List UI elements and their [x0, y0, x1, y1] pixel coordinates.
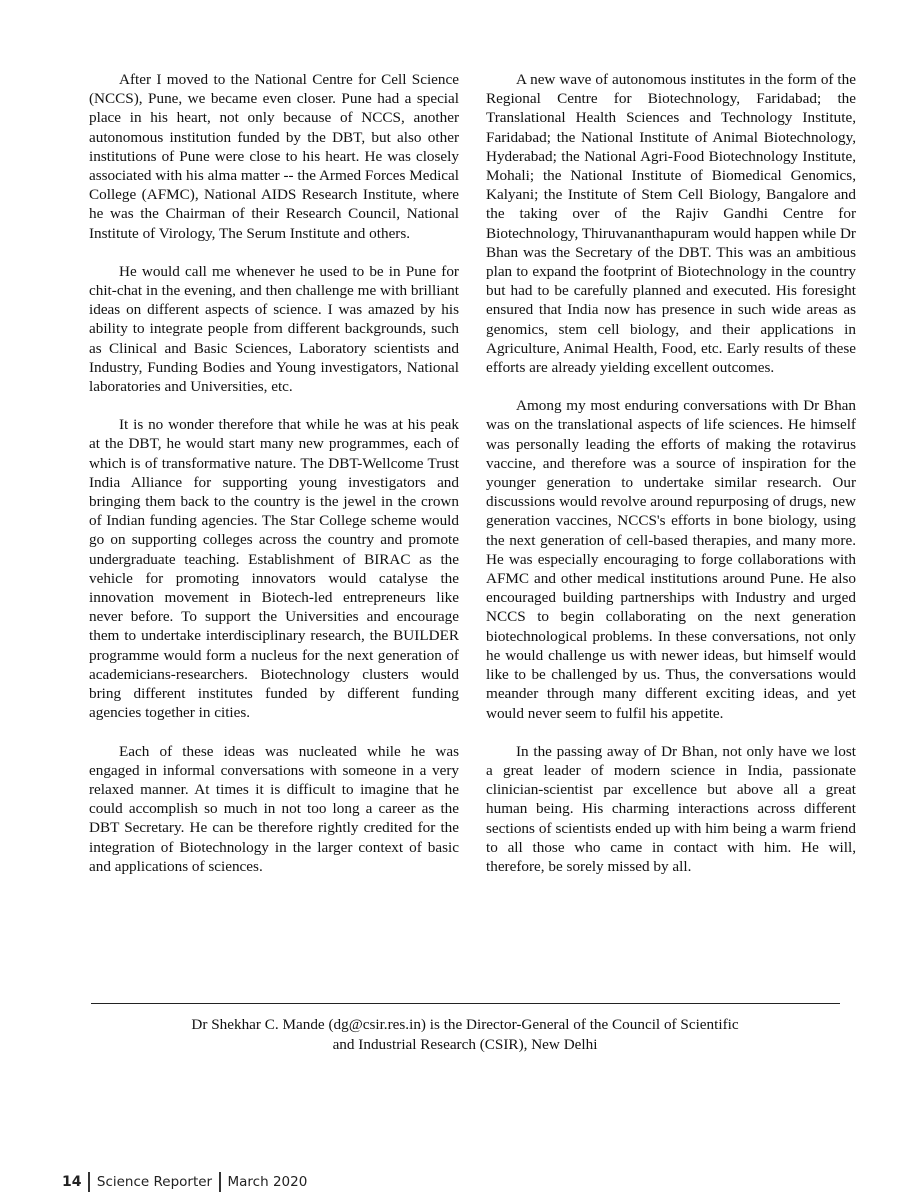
author-note	[100, 1015, 830, 1055]
paragraph: In the passing away of Dr Bhan, not only have we lost a great leader of modern science in India, passionate clinician-scientist par excellence but above all a great human being. His charming interactions across different sections of scientists ended up with him being a warm friend to all those who came in contact with him. He will, therefore, be sorely missed by all.	[486, 742, 856, 875]
paragraph: He would call me whenever he used to be in Pune for chit-chat in the evening, and then challenge me with brilliant ideas on different aspects of science. I was amazed by his ability to integrate people from different backgrounds, such as Clinical and Basic Sciences, Laboratory scientists and Industry, Funding Bodies and Young investigators, National laboratories and Universities, etc.	[89, 262, 459, 396]
page-footer	[62, 1170, 307, 1194]
author-note-line: Dr Shekhar C. Mande (dg@csir.res.in) is the Director-General of the Council of Scientific	[191, 1016, 739, 1033]
paragraph: It is no wonder therefore that while he was at his peak at the DBT, he would start many new programmes, each of which is of transformative nature. The DBT-Wellcome Trust India Alliance for supporting young investigators and bringing them back to the country is the jewel in the crown of Indian funding agencies. The Star College scheme would go on supporting colleges across the country and promote undergraduate teaching. Establishment of BIRAC as the vehicle for promoting innovators would catalyse the innovation movement in Biotech-led entrepreneurs like never before. To support the Universities and encourage them to undertake interdisciplinary research, the BUILDER programme would form a nucleus for the next generation of academicians-researchers. Biotechnology clusters would bring different institutes funded by different funding agencies together in cities.	[89, 416, 459, 722]
paragraph: After I moved to the National Centre for Cell Science (NCCS), Pune, we became even closer. Pune had a special place in his heart, not only because of NCCS, another autonomous institution funded by the DBT, but also other institutions of Pune were close to his heart. He was closely associated with his alma matter -- the Armed Forces Medical College (AFMC), National AIDS Research Institute, where he was the Chairman of their Research Council, National Institute of Virology, The Serum Institute and others.	[89, 71, 459, 242]
paragraph: Among my most enduring conversations with Dr Bhan was on the translational aspects of life sciences. He himself was personally leading the efforts of making the rotavirus vaccine, and therefore was a source of inspiration for the younger generation to undertake similar research. Our discussions would revolve around repurposing of drugs, new generation vaccines, NCCS's efforts in bone biology, using the next generation of cell-based therapies, and many more. He was especially encouraging to forge collaborations with AFMC and other medical institutions around Pune. He also encouraged building partnerships with Industry and urged NCCS to begin collaborating on the next generation biotechnological problems. In these conversations, not only he would challenge us with newer ideas, but himself would like to be challenged by us. Thus, the conversations would meander through many different exciting ideas, and yet would never seem to fulfil his appetite.	[486, 397, 856, 722]
author-note-line: and Industrial Research (CSIR), New Delhi	[332, 1036, 598, 1053]
right-column	[486, 70, 856, 895]
divider-rule	[91, 1003, 840, 1004]
paragraph: A new wave of autonomous institutes in the form of the Regional Centre for Biotechnology, Faridabad; the Translational Health Sciences and Technology Institute, Faridabad; the National Institute of Animal Biotechnology, Hyderabad; the National Agri-Food Biotechnology Institute, Mohali; the National Institute of Biomedical Genomics, Kalyani; the Institute of Stem Cell Biology, Bangalore and the taking over of the Rajiv Gandhi Centre for Biotechnology, Thiruvananthapuram would happen while Dr Bhan was the Secretary of the DBT. This was an ambitious plan to expand the footprint of Biotechnology in the country but had to be carefully planned and executed. His foresight ensured that India now has presence in such wide areas as genomics, stem cell biology, and their applications in Agriculture, Animal Health, Food, etc. Early results of these efforts are already yielding excellent outcomes.	[486, 71, 856, 377]
footer-separator	[219, 1172, 220, 1192]
left-column	[89, 70, 459, 895]
footer-separator	[88, 1172, 89, 1192]
page-number: 14	[62, 1174, 82, 1190]
magazine-name: Science Reporter	[96, 1174, 213, 1190]
issue-date: March 2020	[227, 1174, 308, 1190]
paragraph: Each of these ideas was nucleated while he was engaged in informal conversations with someone in a very relaxed manner. At times it is difficult to imagine that he could accomplish so much in not too long a career as the DBT Secretary. He can be therefore rightly credited for the integration of Biotechnology in the larger context of basic and applications of sciences.	[89, 742, 459, 875]
